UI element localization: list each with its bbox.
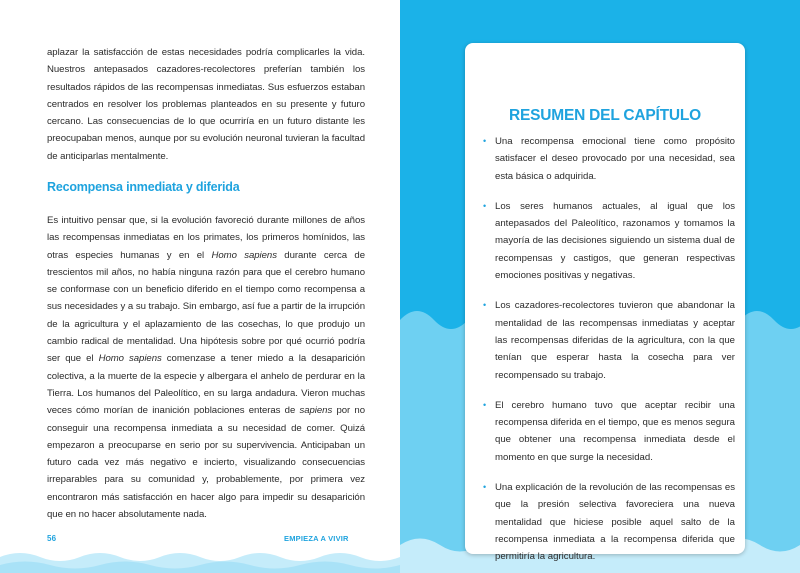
paragraph-2-text-1: Es intuitivo pensar que, si la evolución favoreció durante millones de años las recompensas inmediatas en los primates, los primeros homínidos, las otras especies humanas y en el	[47, 215, 365, 261]
chapter-summary-card	[465, 43, 745, 563]
summary-item-text: Una recompensa emocional tiene como propósito satisfacer el deseo provocado por una necesidad, sea esta básica o adquirida.	[495, 136, 735, 182]
summary-item	[483, 479, 735, 565]
summary-item	[483, 198, 735, 284]
paragraph-2-text-4: por no conseguir una recompensa inmediata a su necesidad de comer. Quizá empezaron a preocuparse en serio por su supervivencia. Anticipaban un futuro cada vez más negativo e incierto, visualizando consecuencias irreparables para su comunidad y, probablemente, por primera vez encontraron más satisfacción en hacer algo para impedir su desaparición que en no hacer absolutamente nada.	[47, 405, 365, 521]
summary-item-text: Los seres humanos actuales, al igual que los antepasados del Paleolítico, razonamos y tomamos la mayoría de las decisiones siguiendo un sistema dual de recompensas y castigos, que generan respectivas emociones positivas y negativas.	[495, 200, 735, 282]
bullet-icon: •	[483, 300, 487, 311]
summary-item-text: Los cazadores-recolectores tuvieron que abandonar la mentalidad de las recompensas inmediatas y aceptar las recompensas diferidas de la agricultura, con la que tenían que esperar hasta la cosecha para ver recompensado su trabajo.	[495, 300, 735, 381]
bullet-icon: •	[483, 136, 487, 146]
summary-item-text: Una explicación de la revolución de las recompensas es que la presión selectiva favoreciera una nueva mentalidad que hiciese posible aquel salto de la recompensa inmediata a la recompensa diferida que permitiría la agricultura.	[495, 482, 735, 563]
paragraph-2-text-2: durante cerca de trescientos mil años, no había ninguna razón para que el cerebro humano se conformase con un beneficio diferido en el tiempo como recompensa a sus necesidades y a su trabajo. Sin embargo, así fue a partir de la irrupción de la agricultura y el aplazamiento de las cosechas, lo que produjo un cambio radical de mentalidad. Una hipótesis sobre por qué ocurrió podría ser que el	[47, 249, 365, 365]
bullet-icon: •	[483, 399, 487, 410]
summary-title: RESUMEN DEL CAPÍTULO	[508, 107, 702, 124]
paragraph-1: aplazar la satisfacción de estas necesidades podría complicarles la vida. Nuestros antepasados cazadores-recolectores preferían también los resultados rápidos de las recompensas inmediatas. Sus esfuerzos estaban centrados en resolver los problemas planteados en su presente y futuro cercano. Las consecuencias de lo que ocurriría en un futuro distante les preocupaban menos, aunque por su evolución neuronal tuvieran la facultad de anticiparlas mentalmente.	[47, 47, 365, 162]
bullet-icon: •	[483, 482, 487, 493]
paragraph-2	[47, 212, 365, 523]
summary-list	[483, 133, 735, 573]
paragraph-2-text-3: comenzase a tener miedo a la desaparición colectiva, a la muerte de la especie y albergara el anhelo de perdurar en la Tierra. Los humanos del Paleolítico, en su larga andadura. Vieron muchas veces cómo morían de inanición poblaciones enteras de	[47, 353, 365, 417]
bottom-wave-decoration	[0, 543, 400, 573]
summary-item	[483, 133, 735, 185]
page-number: 56	[47, 534, 57, 543]
running-title: EMPIEZA A VIVIR	[284, 534, 349, 543]
paragraph-2-italic-1: Homo sapiens	[211, 249, 277, 261]
section-heading: Recompensa inmediata y diferida	[47, 180, 240, 194]
summary-item-text: El cerebro humano tuvo que aceptar recibir una recompensa diferida en el tiempo, que es menos segura que obtener una recompensa inmediata desde el momento en que surge la necesidad.	[495, 399, 735, 463]
summary-item	[483, 397, 735, 466]
right-page	[400, 0, 800, 573]
paragraph-2-italic-2: Homo sapiens	[98, 353, 162, 365]
bullet-icon: •	[483, 200, 487, 211]
summary-item	[483, 297, 735, 383]
paragraph-2-italic-3: sapiens	[299, 405, 333, 417]
